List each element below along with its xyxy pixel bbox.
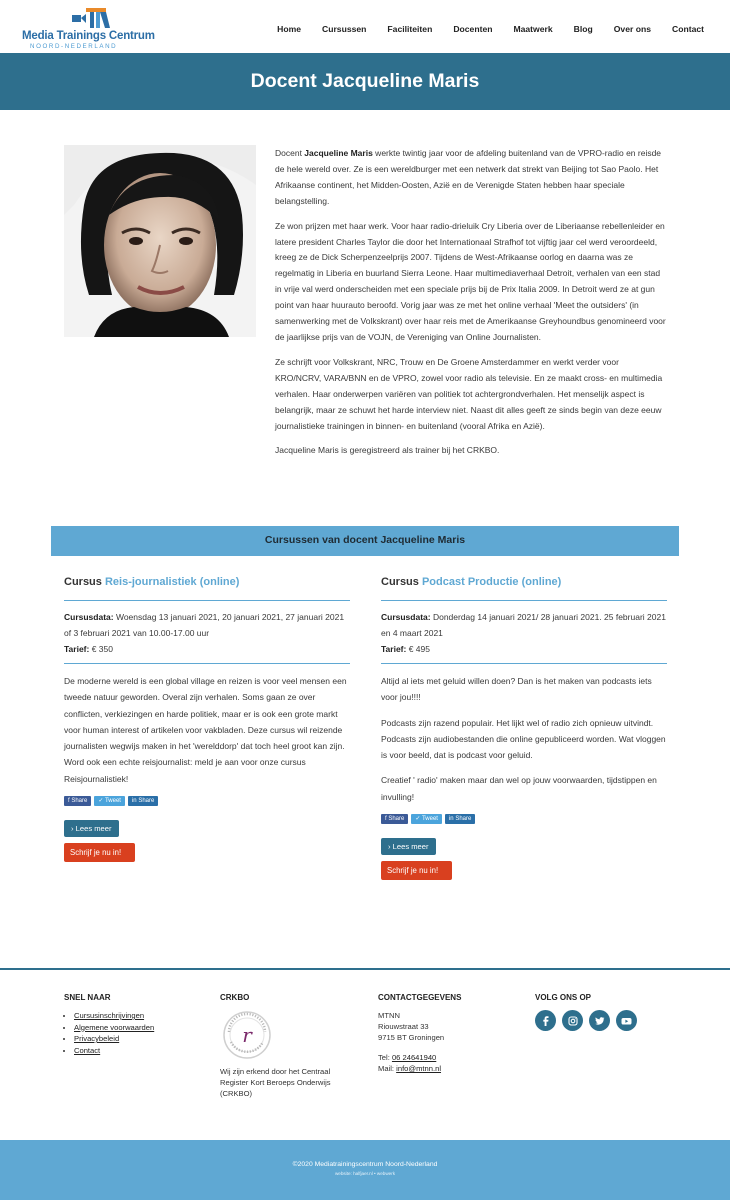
contact-street: Riouwstraat 33 [378,1022,429,1031]
chevron-right-icon: › [388,842,391,852]
nav-over-ons[interactable]: Over ons [613,24,651,34]
share-buttons [64,796,350,806]
copyright-text: ©2020 Mediatrainingscentrum Noord-Nederland [292,1161,438,1168]
bio-paragraph-3: Ze schrijft voor Volkskrant, NRC, Trouw en De Groene Amsterdammer en werkt verder voor KRO/NCRV, VARA/BNN en de VPRO, zowel voor radio als televisie. En ze maakt cross- en multimedia verhalen. Haar onderwerpen variëren van politiek tot achtergrondverhalen. Het menselijk aspect is belangrijk, maar ze schuwt het harde interview niet. Naast dit alles geeft ze sinds begin van deze eeuw journalistieke trainingen in binnen- en buitenland (vooral Afrika en Azië). [275,356,663,431]
read-more-label: Lees meer [392,842,429,852]
site-logo[interactable] [22,6,162,48]
link-algemene-voorwaarden[interactable]: Algemene voorwaarden [74,1022,155,1032]
mail-link[interactable]: info@mtnn.nl [396,1064,442,1073]
main-nav [256,24,704,34]
course-card-podcast [381,576,667,880]
course-card-reisjournalistiek [64,576,350,862]
quick-links-list [64,1010,204,1056]
list-item [74,1045,204,1057]
nav-faciliteiten[interactable]: Faciliteiten [387,24,433,34]
course-link-podcast[interactable]: Podcast Productie (online) [421,576,562,588]
contact-city: 9715 BT Groningen [378,1033,445,1042]
tweet-label: Tweet [104,798,121,805]
phone-link[interactable]: 06 24641940 [391,1053,437,1062]
nav-docenten[interactable]: Docenten [453,24,493,34]
list-item [74,1033,204,1045]
link-privacybeleid[interactable]: Privacybeleid [74,1034,120,1043]
bio-intro-text: Docent [275,148,305,158]
course-title [381,576,667,594]
price-value: € 350 [89,644,113,654]
description-paragraph: Altijd al iets met geluid willen doen? Dan is het maken van podcasts iets voor jou!!!! [381,676,652,703]
nav-blog[interactable]: Blog [573,24,593,34]
share-label: Share [71,798,88,805]
footer-heading: SNEL NAAR [64,993,111,1002]
course-dates [381,609,667,641]
linkedin-share-button[interactable]: in Share [445,814,475,824]
footer-quick-links [64,993,204,1056]
footer-crkbo [220,993,350,1099]
youtube-icon[interactable] [616,1010,637,1031]
list-item [74,1010,204,1022]
share-label: Share [388,816,405,823]
page-title: Docent Jacqueline Maris [250,70,480,92]
course-prefix: Cursus [381,576,422,588]
logo-mark-icon [72,6,112,30]
phone-label: Tel: [378,1053,392,1062]
description-paragraph: Creatief ' radio' maken maar dan wel op jouw voorwaarden, tijdstippen en invulling! [381,775,657,802]
course-description [64,673,350,787]
teacher-bio [275,146,667,468]
footer-contact [378,993,518,1074]
signup-button[interactable]: Schrijf je nu in! [381,861,452,880]
footer-heading: VOLG ONS OP [535,993,592,1002]
bio-intro-rest: werkte twintig jaar voor de afdeling buitenland van de VPRO-radio en reisde de hele wereld over. Ze is een wereldburger met een netwerk dat strekt van Beijing tot Sao Paolo. Het Afrikaanse continent, het Midden-Oosten, Azië en de Verenigde Staten hebben haar speciale belangstelling. [275,148,662,206]
read-more-label: Lees meer [75,824,112,834]
divider [64,600,350,601]
divider [64,663,350,664]
course-dates [64,609,350,641]
site-footer [0,970,730,1140]
contact-org: MTNN [378,1011,400,1020]
divider [381,600,667,601]
nav-maatwerk[interactable]: Maatwerk [513,24,553,34]
social-links [535,1010,675,1031]
course-prefix: Cursus [64,576,105,588]
dates-value: Woensdag 13 januari 2021, 20 januari 2021, 27 januari 2021 of 3 februari 2021 van 10.00-17.00 uur [64,612,345,638]
chevron-right-icon: › [71,824,74,834]
price-label: Tarief: [64,644,90,654]
footer-heading: CONTACTGEGEVENS [378,993,462,1002]
facebook-share-button[interactable]: f Share [381,814,408,824]
list-item [74,1022,204,1034]
read-more-button[interactable] [381,838,436,855]
portrait-illustration [64,145,256,337]
dates-label: Cursusdata: [64,612,114,622]
contact-phone [378,1052,518,1063]
instagram-icon[interactable] [562,1010,583,1031]
linkedin-share-button[interactable]: in Share [128,796,158,806]
nav-home[interactable]: Home [277,24,301,34]
courses-heading-band [51,526,679,556]
page-title-band [0,53,730,110]
course-price [64,641,350,657]
link-cursusinschrijvingen[interactable]: Cursusinschrijvingen [74,1011,145,1020]
site-header [0,0,730,53]
share-buttons [381,814,667,824]
price-label: Tarief: [381,644,407,654]
link-contact[interactable]: Contact [74,1045,101,1055]
signup-button[interactable]: Schrijf je nu in! [64,843,135,862]
price-value: € 495 [406,644,430,654]
footer-social [535,993,675,1031]
teacher-portrait [64,145,256,337]
twitter-share-button[interactable]: ✓ Tweet [94,796,125,806]
course-description [381,673,667,805]
facebook-share-button[interactable]: f Share [64,796,91,806]
divider [381,663,667,664]
course-link-reisjournalistiek[interactable]: Reis-journalistiek (online) [104,576,240,588]
course-title [64,576,350,594]
twitter-icon[interactable] [589,1010,610,1031]
contact-mail [378,1063,518,1074]
tweet-label: Tweet [421,816,438,823]
description-paragraph: Podcasts zijn razend populair. Het lijkt wel of radio zich opnieuw uitvindt. Podcasts zijn audiobestanden die online gepubliceerd worden. Wat vloggen is voor beeld, dat is podcast voor geluid. [381,717,666,761]
bio-paragraph-1 [275,146,667,210]
copyright-band [0,1140,730,1200]
mail-label: Mail: [378,1064,397,1073]
share-label: Share [138,798,155,805]
logo-subtitle: NOORD-NEDERLAND [30,43,118,50]
footer-heading: CRKBO [220,993,250,1002]
crkbo-seal-icon [222,1010,272,1060]
course-meta [64,609,350,657]
twitter-share-button[interactable]: ✓ Tweet [411,814,442,824]
logo-title: Media Trainings Centrum [22,30,155,42]
description-paragraph: De moderne wereld is een global village en reizen is voor veel mensen een tweede natuur geworden. Overal zijn verhalen. Soms gaan ze over conflicten, verkiezingen en harde politiek, maar er is ook een grote markt voor human interest of artikelen voor vakbladen. Deze cursus wil reizende journalisten wegwijs maken in het 'werelddorp' dat toch heel groot kan zijn. Word ook een echte reisjournalist: meld je aan voor onze cursus Reisjournalistiek! [64,676,347,784]
share-label: Share [455,816,472,823]
courses-heading: Cursussen van docent Jacqueline Maris [264,534,466,546]
crkbo-text: Wij zijn erkend door het Centraal Register Kort Beroeps Onderwijs (CRKBO) [220,1067,331,1098]
facebook-icon[interactable] [535,1010,556,1031]
teacher-name: Jacqueline Maris [304,148,373,158]
credit-text[interactable]: website: halfjaer.nl • webwerk [334,1171,396,1176]
seal-letter: r [242,1023,252,1047]
dates-value: Donderdag 14 januari 2021/ 28 januari 2021. 25 februari 2021 en 4 maart 2021 [381,612,666,638]
nav-contact[interactable]: Contact [672,24,704,34]
bio-paragraph-4: Jacqueline Maris is geregistreerd als trainer bij het CRKBO. [275,445,500,456]
course-price [381,641,667,657]
nav-cursussen[interactable]: Cursussen [322,24,367,34]
bio-paragraph-2: Ze won prijzen met haar werk. Voor haar radio-drieluik Cry Liberia over de Liberiaanse rebellenleider en latere president Charles Taylor die door het Internationaal Strafhof tot vijftig jaar cel werd veroordeeld, kreeg ze de Dick Scherpenzeelprijs 2007. Tijdens de West-Afrikaanse oorlog en daarna was ze regelmatig in Liberia en buurland Sierra Leone. Haar multimediaverhaal Detroit, verhalen van een stad in vrije val werd onderscheiden met een speciale prijs bij de Prix Italia 2009. In Detroit werd ze at gun point van haar huurauto beroofd. Vorig jaar was ze met het online verhaal 'Meet the outsiders' (in samenwerking met de Volkskrant) over haar reis met de Amerikaanse Greyhoundbus genomineerd voor de jaarlijkse prijs van de VOJN, de Vereniging van Online Journalisten. [275,220,666,342]
course-meta [381,609,667,657]
dates-label: Cursusdata: [381,612,431,622]
read-more-button[interactable] [64,820,119,837]
